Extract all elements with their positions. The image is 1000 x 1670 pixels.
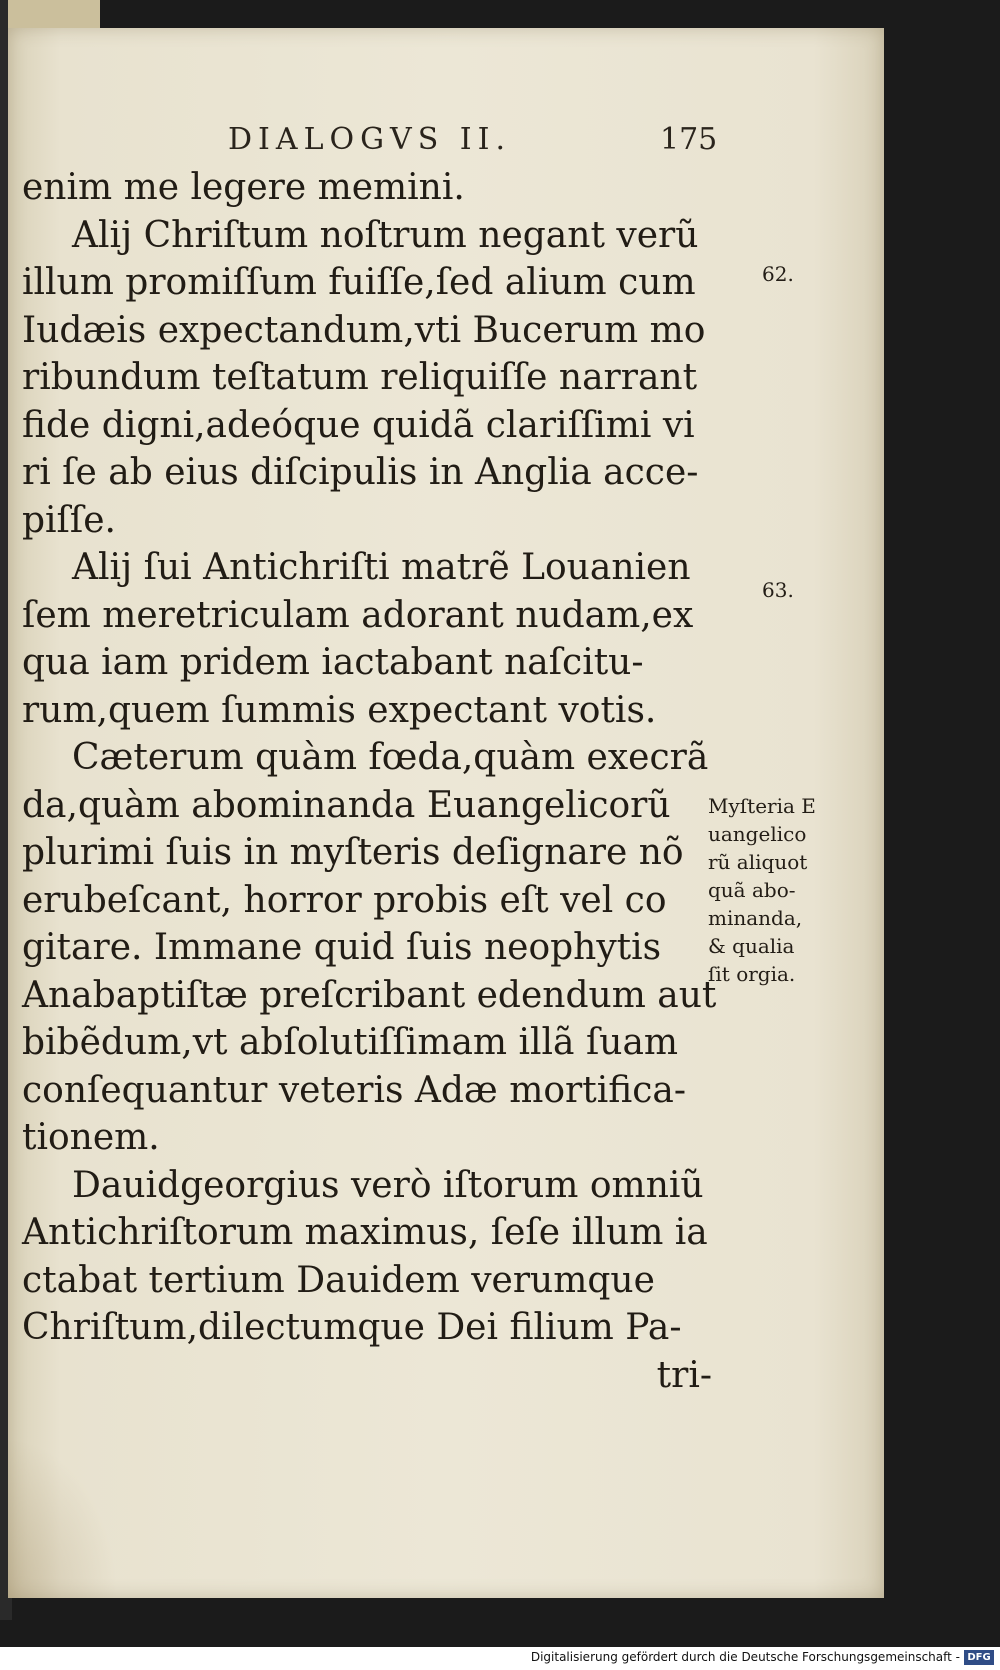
text-line: piſſe. [22, 499, 116, 541]
text-line: Alij ſui Antichriſti matrẽ Louanien [72, 547, 691, 588]
margin-note-line: uangelico [708, 822, 807, 846]
text-line: da,quàm abominanda Euangelicorũ [22, 784, 671, 826]
text-line: qua iam pridem iactabant naſcitu- [22, 642, 644, 683]
text-line: ribundum teſtatum reliquiſſe narrant [22, 357, 698, 398]
text-line: enim me legere memini. [22, 167, 465, 208]
funding-credit: Digitalisierung gefördert durch die Deutsche Forschungsgemeinschaft - [530, 1650, 960, 1664]
text-line: Dauidgeorgius verò iſtorum omniũ [72, 1164, 704, 1206]
text-line: tionem. [22, 1117, 160, 1158]
running-head: DIALOGVS II. [228, 122, 512, 157]
text-line: gitare. Immane quid ſuis neophytis [22, 927, 662, 968]
text-line: Chriſtum,dilectumque Dei filium Pa- [22, 1307, 682, 1348]
margin-note-line: rũ aliquot [708, 850, 808, 874]
text-line: Antichriſtorum maximus, ſeſe illum ia [22, 1212, 708, 1253]
text-line: Anabaptiſtæ preſcribant edendum aut [22, 974, 717, 1016]
text-line: bibẽdum,vt abſolutiſſimam illã ſuam [22, 1022, 679, 1063]
text-line: Iudæis expectandum,vti Bucerum mo [22, 309, 706, 351]
margin-note-line: & qualia [708, 934, 795, 958]
margin-note-line: minanda, [708, 906, 803, 930]
margin-note-line: quã abo- [708, 878, 796, 902]
text-line: plurimi ſuis in myſteris deſignare nõ [22, 832, 684, 873]
text-line: conſequantur veteris Adæ mortifica- [22, 1069, 687, 1111]
text-line: rum,quem ſummis expectant votis. [22, 689, 657, 731]
margin-number-62: 62. [762, 262, 794, 286]
text-line: Alij Chriſtum noſtrum negant verũ [72, 214, 699, 256]
text-line: ſem meretriculam adorant nudam,ex [22, 594, 694, 636]
text-line: ri ſe ab eius diſcipulis in Anglia acce- [22, 452, 699, 493]
margin-note [708, 792, 868, 988]
text-line: illum promiſſum fuiſſe,ſed alium cum [22, 262, 696, 303]
catchword: tri- [656, 1354, 712, 1396]
margin-number-63: 63. [762, 578, 794, 602]
body-text [22, 164, 717, 1399]
dfg-logo: DFG [964, 1650, 994, 1665]
text-line: Cæterum quàm fœda,quàm execrã [72, 737, 709, 778]
text-line: erubeſcant, horror probis eſt vel co [22, 879, 667, 921]
margin-note-line: ſit orgia. [708, 962, 796, 986]
text-line: ctabat tertium Dauidem verumque [22, 1259, 655, 1301]
page-number: 175 [660, 122, 718, 157]
margin-note-line: Myſteria E [708, 794, 816, 818]
footer-bar [0, 1647, 1000, 1670]
text-line: fide digni,adeóque quidã clariſſimi vi [22, 404, 695, 446]
